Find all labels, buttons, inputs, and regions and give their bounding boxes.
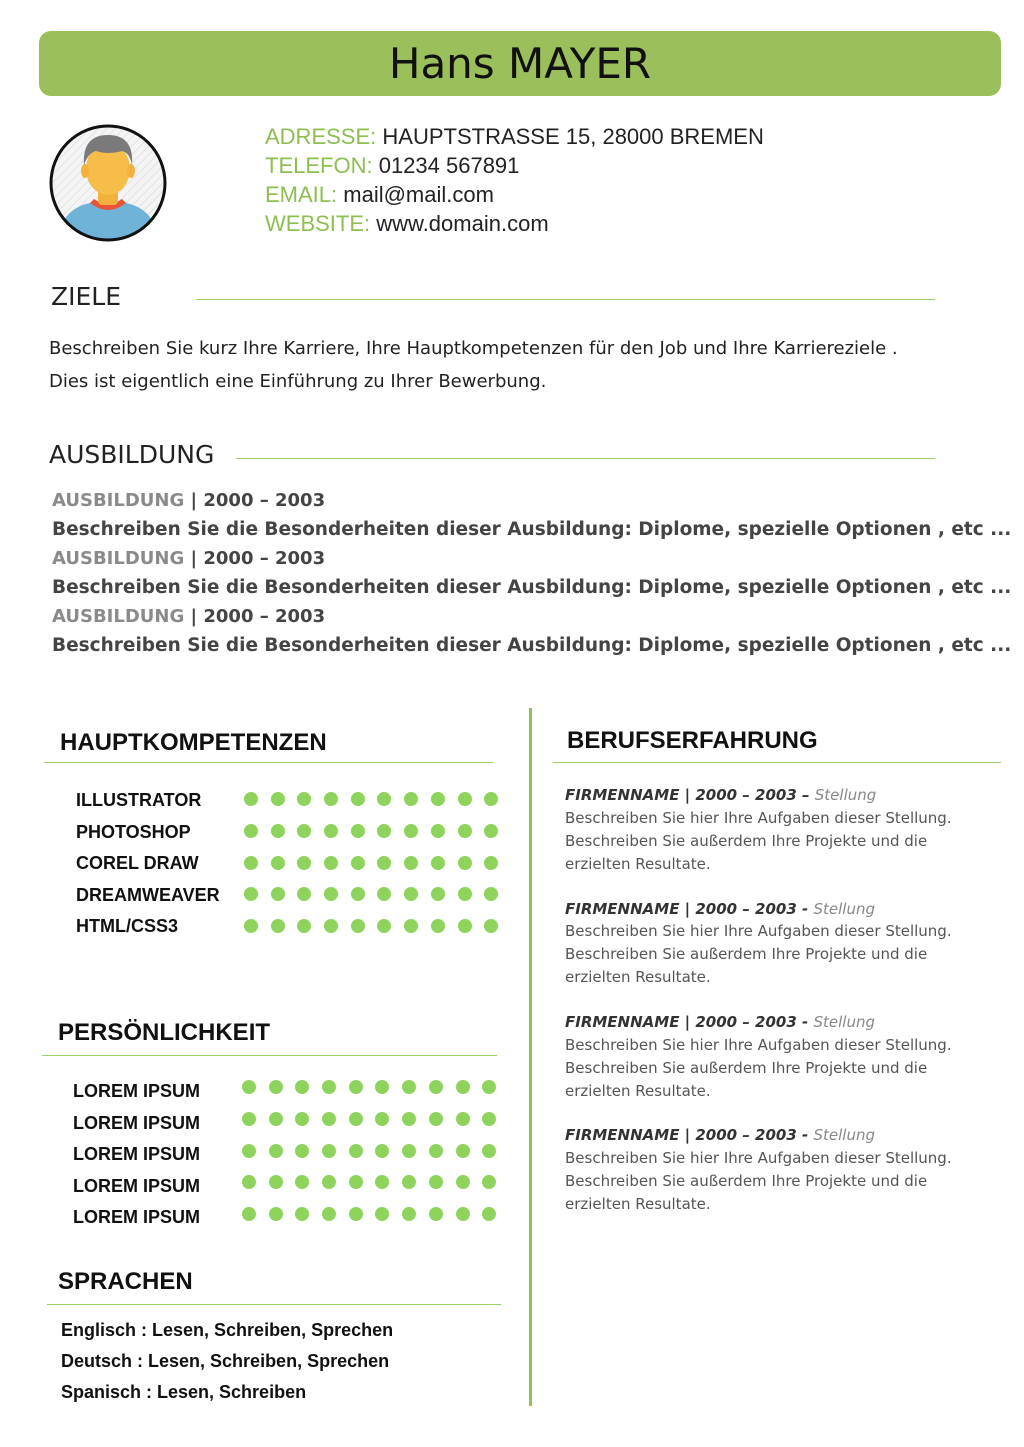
rating-dot — [429, 1175, 443, 1189]
rating-dot — [351, 792, 365, 806]
rating-dot — [404, 887, 418, 901]
section-heading-hauptkompetenzen: HAUPTKOMPETENZEN — [60, 729, 327, 756]
rating-dot — [351, 919, 365, 933]
section-rule — [553, 762, 1001, 763]
rating-dot — [404, 856, 418, 870]
rating-dot — [377, 856, 391, 870]
rating-dot — [482, 1080, 496, 1094]
section-rule — [44, 762, 493, 763]
section-rule — [47, 1304, 501, 1305]
rating-dot — [349, 1175, 363, 1189]
rating-dot — [402, 1144, 416, 1158]
job-title: FIRMENNAME | 2000 – 2003 - Stellung — [565, 1013, 876, 1031]
skill-label: PHOTOSHOP — [76, 822, 191, 842]
job-description: Beschreiben Sie hier Ihre Aufgaben dieser Stellung. Beschreiben Sie außerdem Ihre Projekte und die erzielten Resultate. — [565, 1149, 952, 1213]
rating-dot — [402, 1112, 416, 1126]
rating-dot — [456, 1175, 470, 1189]
contact-email: EMAIL: mail@mail.com — [265, 182, 494, 207]
rating-dot — [242, 1080, 256, 1094]
rating-dot — [269, 1207, 283, 1221]
rating-dot — [297, 919, 311, 933]
rating-dot — [295, 1144, 309, 1158]
skill-rating-dots — [244, 919, 511, 933]
rating-dot — [297, 887, 311, 901]
rating-dot — [351, 824, 365, 838]
section-heading-ziele: ZIELE — [51, 282, 122, 311]
education-description: Beschreiben Sie die Besonderheiten dieser Ausbildung: Diplome, spezielle Optionen , etc ... — [52, 577, 1012, 598]
rating-dot — [322, 1112, 336, 1126]
rating-dot — [375, 1207, 389, 1221]
header-bar — [39, 31, 1001, 96]
rating-dot — [402, 1175, 416, 1189]
rating-dot — [458, 887, 472, 901]
rating-dot — [324, 824, 338, 838]
trait-rating-dots — [242, 1207, 509, 1221]
trait-label: LOREM IPSUM — [73, 1113, 201, 1133]
job-title: FIRMENNAME | 2000 – 2003 - Stellung — [565, 900, 876, 918]
language-item: Englisch : Lesen, Schreiben, Sprechen — [61, 1320, 394, 1340]
rating-dot — [244, 887, 258, 901]
rating-dot — [482, 1175, 496, 1189]
rating-dot — [271, 887, 285, 901]
rating-dot — [429, 1080, 443, 1094]
rating-dot — [242, 1175, 256, 1189]
rating-dot — [351, 887, 365, 901]
rating-dot — [377, 919, 391, 933]
rating-dot — [242, 1112, 256, 1126]
rating-dot — [269, 1080, 283, 1094]
rating-dot — [297, 792, 311, 806]
skill-label: ILLUSTRATOR — [76, 790, 202, 810]
job-description: Beschreiben Sie hier Ihre Aufgaben dieser Stellung. Beschreiben Sie außerdem Ihre Projekte und die erzielten Resultate. — [565, 809, 952, 873]
rating-dot — [269, 1144, 283, 1158]
rating-dot — [456, 1112, 470, 1126]
rating-dot — [324, 919, 338, 933]
rating-dot — [297, 856, 311, 870]
trait-rating-dots — [242, 1175, 509, 1189]
rating-dot — [377, 887, 391, 901]
section-heading-ausbildung: AUSBILDUNG — [49, 440, 215, 469]
section-heading-berufserfahrung: BERUFSERFAHRUNG — [567, 727, 818, 754]
rating-dot — [482, 1144, 496, 1158]
job-description: Beschreiben Sie hier Ihre Aufgaben dieser Stellung. Beschreiben Sie außerdem Ihre Projekte und die erzielten Resultate. — [565, 922, 952, 986]
language-item: Deutsch : Lesen, Schreiben, Sprechen — [61, 1351, 390, 1371]
rating-dot — [295, 1207, 309, 1221]
section-heading-sprachen: SPRACHEN — [58, 1268, 193, 1295]
education-title: AUSBILDUNG | 2000 – 2003 — [52, 490, 326, 511]
rating-dot — [482, 1207, 496, 1221]
rating-dot — [456, 1080, 470, 1094]
trait-label: LOREM IPSUM — [73, 1207, 201, 1227]
rating-dot — [324, 792, 338, 806]
rating-dot — [456, 1207, 470, 1221]
rating-dot — [484, 887, 498, 901]
rating-dot — [458, 919, 472, 933]
rating-dot — [244, 856, 258, 870]
candidate-name: Hans MAYER — [388, 39, 652, 88]
job-description: Beschreiben Sie hier Ihre Aufgaben dieser Stellung. Beschreiben Sie außerdem Ihre Projekte und die erzielten Resultate. — [565, 1036, 952, 1100]
rating-dot — [377, 792, 391, 806]
education-title: AUSBILDUNG | 2000 – 2003 — [52, 606, 326, 627]
rating-dot — [242, 1144, 256, 1158]
rating-dot — [431, 856, 445, 870]
rating-dot — [484, 919, 498, 933]
education-description: Beschreiben Sie die Besonderheiten dieser Ausbildung: Diplome, spezielle Optionen , etc ... — [52, 635, 1012, 656]
rating-dot — [377, 824, 391, 838]
rating-dot — [295, 1112, 309, 1126]
education-title: AUSBILDUNG | 2000 – 2003 — [52, 548, 326, 569]
contact-website: WEBSITE: www.domain.com — [265, 211, 549, 236]
rating-dot — [375, 1112, 389, 1126]
language-item: Spanisch : Lesen, Schreiben — [61, 1382, 307, 1402]
rating-dot — [351, 856, 365, 870]
job-title: FIRMENNAME | 2000 – 2003 – Stellung — [565, 786, 877, 804]
rating-dot — [482, 1112, 496, 1126]
rating-dot — [484, 824, 498, 838]
rating-dot — [375, 1144, 389, 1158]
rating-dot — [244, 824, 258, 838]
rating-dot — [375, 1080, 389, 1094]
section-rule — [236, 458, 935, 459]
column-divider — [529, 708, 532, 1406]
rating-dot — [431, 919, 445, 933]
rating-dot — [297, 824, 311, 838]
ziele-text-line: Dies ist eigentlich eine Einführung zu Ihrer Bewerbung. — [49, 371, 547, 392]
skill-rating-dots — [244, 856, 511, 870]
rating-dot — [322, 1175, 336, 1189]
skill-rating-dots — [244, 824, 511, 838]
rating-dot — [484, 792, 498, 806]
rating-dot — [431, 824, 445, 838]
education-description: Beschreiben Sie die Besonderheiten dieser Ausbildung: Diplome, spezielle Optionen , etc ... — [52, 519, 1012, 540]
rating-dot — [349, 1144, 363, 1158]
trait-label: LOREM IPSUM — [73, 1081, 201, 1101]
skill-label: DREAMWEAVER — [76, 885, 220, 905]
section-rule — [42, 1055, 497, 1056]
ziele-text-line: Beschreiben Sie kurz Ihre Karriere, Ihre Hauptkompetenzen für den Job und Ihre Karriereziele . — [49, 338, 898, 359]
rating-dot — [458, 856, 472, 870]
section-rule — [196, 299, 935, 300]
rating-dot — [458, 824, 472, 838]
trait-label: LOREM IPSUM — [73, 1176, 201, 1196]
rating-dot — [295, 1080, 309, 1094]
trait-rating-dots — [242, 1112, 509, 1126]
skill-rating-dots — [244, 792, 511, 806]
skill-label: COREL DRAW — [76, 853, 199, 873]
rating-dot — [349, 1080, 363, 1094]
rating-dot — [324, 887, 338, 901]
contact-phone: TELEFON: 01234 567891 — [265, 153, 520, 178]
rating-dot — [429, 1112, 443, 1126]
rating-dot — [431, 887, 445, 901]
rating-dot — [244, 792, 258, 806]
rating-dot — [402, 1080, 416, 1094]
avatar-icon — [46, 121, 170, 245]
rating-dot — [404, 919, 418, 933]
trait-rating-dots — [242, 1080, 509, 1094]
rating-dot — [456, 1144, 470, 1158]
rating-dot — [349, 1112, 363, 1126]
rating-dot — [402, 1207, 416, 1221]
rating-dot — [242, 1207, 256, 1221]
rating-dot — [324, 856, 338, 870]
rating-dot — [271, 824, 285, 838]
section-heading-persoenlichkeit: PERSÖNLICHKEIT — [58, 1019, 271, 1046]
skill-rating-dots — [244, 887, 511, 901]
rating-dot — [375, 1175, 389, 1189]
rating-dot — [404, 792, 418, 806]
rating-dot — [269, 1175, 283, 1189]
contact-address: ADRESSE: HAUPTSTRASSE 15, 28000 BREMEN — [265, 124, 764, 149]
trait-label: LOREM IPSUM — [73, 1144, 201, 1164]
rating-dot — [404, 824, 418, 838]
rating-dot — [349, 1207, 363, 1221]
rating-dot — [271, 792, 285, 806]
job-title: FIRMENNAME | 2000 – 2003 - Stellung — [565, 1126, 876, 1144]
rating-dot — [429, 1207, 443, 1221]
rating-dot — [244, 919, 258, 933]
rating-dot — [431, 792, 445, 806]
rating-dot — [295, 1175, 309, 1189]
rating-dot — [271, 919, 285, 933]
skill-label: HTML/CSS3 — [76, 916, 179, 936]
rating-dot — [484, 856, 498, 870]
rating-dot — [271, 856, 285, 870]
rating-dot — [322, 1080, 336, 1094]
rating-dot — [322, 1207, 336, 1221]
rating-dot — [322, 1144, 336, 1158]
rating-dot — [269, 1112, 283, 1126]
rating-dot — [458, 792, 472, 806]
trait-rating-dots — [242, 1144, 509, 1158]
rating-dot — [429, 1144, 443, 1158]
